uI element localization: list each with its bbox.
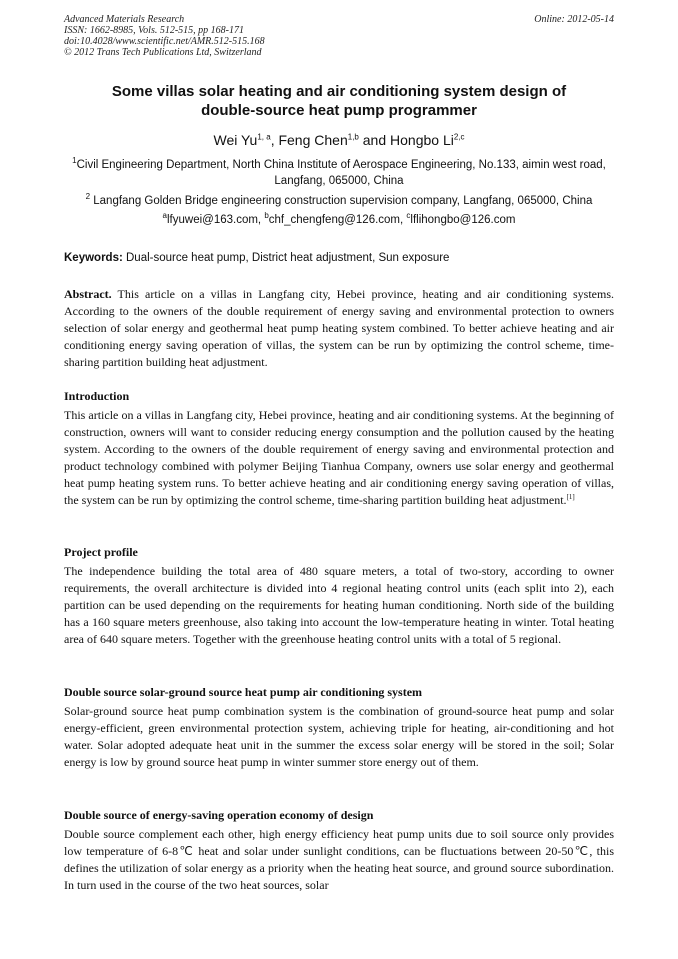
keywords-label: Keywords:	[64, 252, 123, 264]
abstract	[64, 286, 614, 371]
paragraph-text: This article on a villas in Langfang city, Hebei province, heating and air conditioning systems. At the beginning of construction, owners will want to consider reducing energy consumption and the pollution caused by the heating system. According to the owners of the double requirement of energy saving and environmental protection and product technology combined with polymer Beijing Tianhua Company, owners use solar energy and geothermal heat pump heating system runs. To better achieve heating and air conditioning energy saving operation of villas, the system can be run by optimizing the control scheme, time-sharing partition building heat adjustment.	[64, 408, 614, 507]
citation-ref[interactable]: [1]	[566, 493, 575, 501]
email-address[interactable]: lflihongbo@126.com	[410, 214, 516, 226]
email-mark: c	[406, 211, 411, 221]
email-address[interactable]: lfyuwei@163.com,	[167, 214, 265, 226]
doi-line: doi:10.4028/www.scientific.net/AMR.512-515.168	[64, 36, 265, 47]
author-name: Wei Yu	[213, 132, 258, 148]
affiliation-1	[64, 157, 614, 189]
affiliation-2	[64, 193, 614, 209]
journal-header	[64, 14, 614, 58]
affiliation-text: Civil Engineering Department, North China Institute of Aerospace Engineering, No.133, aimin west road, Langfang, 065000, China	[76, 159, 606, 187]
abstract-label: Abstract.	[64, 287, 112, 301]
author-affiliation-mark: 1, a	[257, 132, 271, 142]
title-line-1: Some villas solar heating and air conditioning system design of	[111, 83, 567, 100]
section-body-project-profile: The independence building the total area of 480 square meters, a total of two-story, according to owner requirements, the overall architecture is divided into 4 regional heating control units (each split into 2), each partition can be used depending on the requirements for heating human conditioning. North side of the building has a 160 square meters greenhouse, also taking into account the low-temperature heating in winter. Total heating area of 640 square meters. Together with the greenhouse heating control units with a total of 5 regional.	[64, 564, 614, 646]
author-affiliation-mark: 1,b	[347, 132, 359, 142]
section-heading-economy: Double source of energy-saving operation economy of design	[64, 808, 374, 822]
author-separator: ,	[270, 132, 279, 148]
issn-line: ISSN: 1662-8985, Vols. 512-515, pp 168-171	[64, 25, 244, 36]
author-list	[64, 131, 614, 149]
keywords-text: Dual-source heat pump, District heat adjustment, Sun exposure	[122, 252, 450, 264]
title-line-2: double-source heat pump programmer	[201, 102, 477, 119]
author-name: Hongbo Li	[390, 132, 454, 148]
author-name: Feng Chen	[278, 132, 348, 148]
affiliation-text: Langfang Golden Bridge engineering construction supervision company, Langfang, 065000, China	[90, 195, 593, 207]
copyright-line: © 2012 Trans Tech Publications Ltd, Switzerland	[64, 47, 262, 58]
journal-name: Advanced Materials Research	[64, 14, 185, 25]
section-body-economy: Double source complement each other, high energy efficiency heat pump units due to soil source only provides low temperature of 6-8℃ heat and solar under sunlight conditions, can be fluctuations between 20-50℃, this defines the utilization of solar energy as a priority when the heating heat source, and ground source subordination. In turn used in the course of the two heat sources, solar	[64, 827, 614, 892]
online-date: Online: 2012-05-14	[534, 14, 614, 25]
affiliation-mark: 1	[72, 156, 77, 166]
section-heading-project-profile: Project profile	[64, 545, 138, 559]
author-affiliation-mark: 2,c	[453, 132, 465, 142]
email-mark: a	[162, 211, 167, 221]
paper-title	[64, 82, 614, 120]
section-heading-system: Double source solar-ground source heat pump air conditioning system	[64, 685, 423, 699]
email-mark: b	[264, 211, 269, 221]
abstract-text: This article on a villas in Langfang city, Hebei province, heating and air conditioning systems. According to the owners of the double requirement of energy saving and environmental protection to owners selection of solar energy and geothermal heat pump heating system combined. To better achieve heating and air conditioning energy saving operation of villas, the system can be run by optimizing the control scheme, time-sharing partition building heat adjustment.	[64, 287, 614, 369]
email-address[interactable]: chf_chengfeng@126.com,	[268, 214, 407, 226]
keywords	[64, 250, 614, 266]
affiliation-mark: 2	[85, 192, 91, 202]
section-body-system: Solar-ground source heat pump combination system is the combination of ground-source heat pump and solar energy-efficient, green environmental protection system, achieving triple for heating, air-conditioning and hot water. Solar adopted adequate heat unit in the summer the excess solar energy will be stored in the soil; Solar energy is low by ground source heat pump in winter summer store energy out of them.	[64, 704, 614, 769]
author-separator: and	[358, 132, 391, 148]
section-body-introduction	[64, 407, 614, 509]
section-heading-introduction: Introduction	[64, 389, 130, 403]
email-line	[64, 212, 614, 228]
